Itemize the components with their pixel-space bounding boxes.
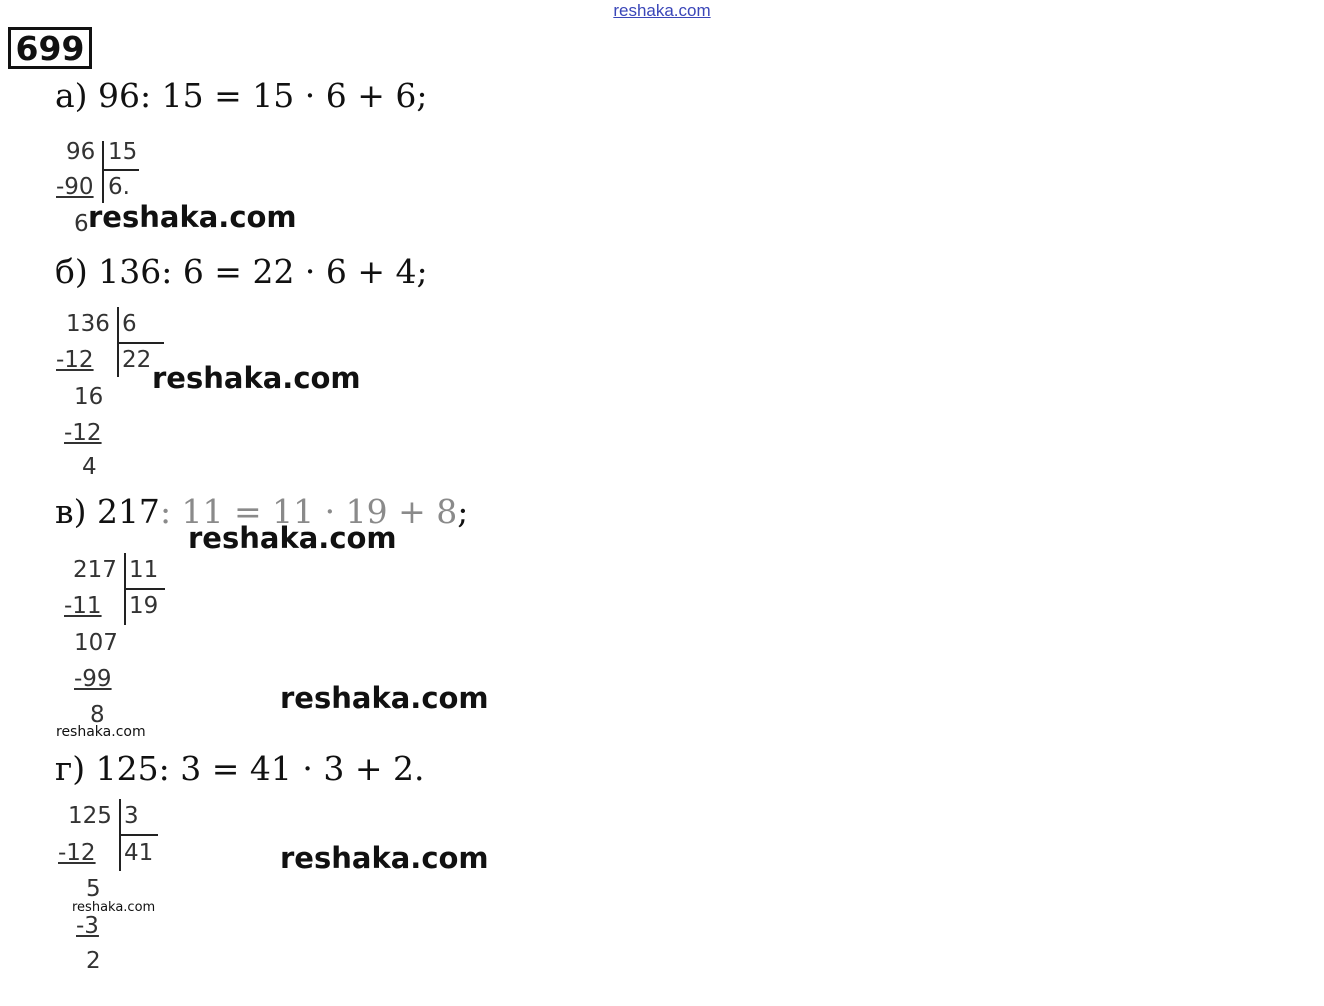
division-horizontal-line	[125, 588, 165, 590]
long-division-g	[58, 803, 188, 983]
site-header-link[interactable]: reshaka.com	[613, 1, 711, 20]
subtrahend: -12	[58, 840, 96, 866]
quotient: 6.	[108, 174, 130, 200]
divisor: 11	[129, 557, 159, 583]
watermark: reshaka.com	[280, 841, 489, 875]
quotient: 22	[122, 347, 152, 373]
subtrahend: -90	[56, 174, 94, 200]
long-division-b	[56, 311, 186, 481]
partial-dividend: 16	[74, 384, 104, 410]
division-horizontal-line	[118, 342, 164, 344]
equation-v-end: ;	[457, 492, 469, 531]
equation-b: б) 136: 6 = 22 · 6 + 4;	[55, 252, 428, 291]
subtrahend: -11	[64, 593, 102, 619]
dividend: 125	[68, 803, 112, 829]
divisor: 6	[122, 311, 137, 337]
remainder: 6	[74, 211, 89, 237]
equation-g: г) 125: 3 = 41 · 3 + 2.	[55, 749, 425, 788]
problem-number: 699	[8, 27, 92, 69]
partial-dividend: 5	[86, 876, 101, 902]
division-vertical-line	[102, 141, 104, 203]
long-division-v	[62, 557, 192, 727]
subtrahend: -12	[64, 420, 102, 446]
watermark: reshaka.com	[88, 200, 297, 234]
watermark: reshaka.com	[280, 681, 489, 715]
dividend: 136	[66, 311, 110, 337]
watermark: reshaka.com	[152, 361, 361, 395]
equation-v-start: в) 217	[55, 492, 160, 531]
division-horizontal-line	[103, 169, 139, 171]
remainder: 8	[90, 702, 105, 728]
watermark-small: reshaka.com	[72, 900, 156, 915]
equation-a: а) 96: 15 = 15 · 6 + 6;	[55, 76, 428, 115]
subtrahend: -3	[76, 913, 99, 939]
watermark: reshaka.com	[188, 521, 397, 555]
watermark-small: reshaka.com	[56, 724, 146, 740]
divisor: 3	[124, 803, 139, 829]
quotient: 41	[124, 840, 154, 866]
dividend: 217	[73, 557, 117, 583]
equation-v-faded: : 11 = 11 · 19 + 8	[159, 492, 458, 531]
dividend: 96	[66, 139, 96, 165]
subtrahend: -99	[74, 666, 112, 692]
division-horizontal-line	[120, 834, 158, 836]
remainder: 2	[86, 948, 101, 974]
partial-dividend: 107	[74, 630, 118, 656]
subtrahend: -12	[56, 347, 94, 373]
remainder: 4	[82, 454, 97, 480]
quotient: 19	[129, 593, 159, 619]
divisor: 15	[108, 139, 138, 165]
